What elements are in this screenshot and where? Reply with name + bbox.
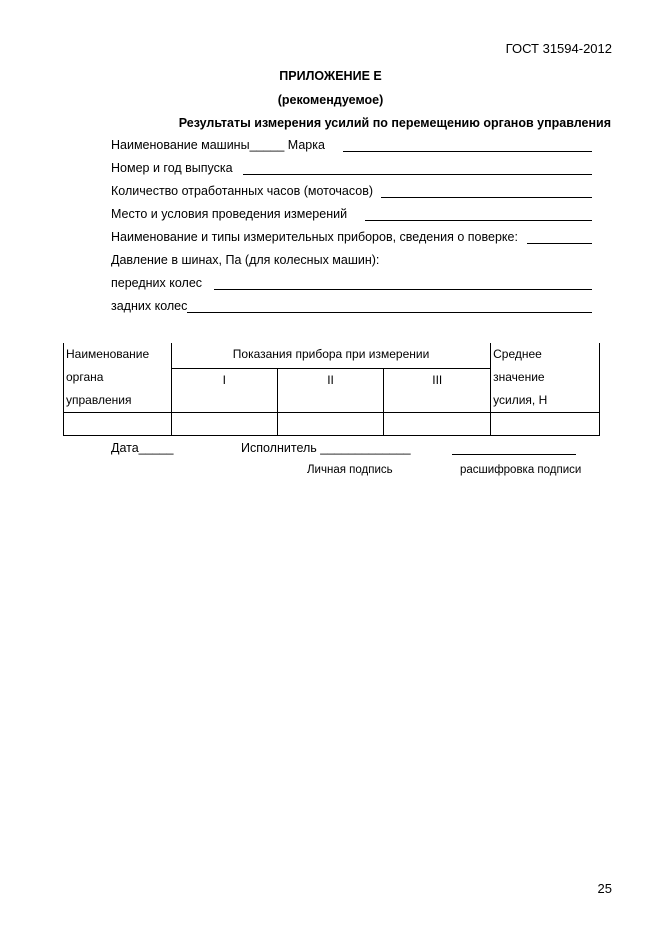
date-field: Дата_____ — [111, 441, 174, 455]
blank-line — [365, 208, 592, 221]
table-cell — [277, 413, 384, 436]
personal-signature-caption: Личная подпись — [307, 464, 393, 476]
field-label: передних колес — [111, 276, 203, 290]
appendix-subtitle: (рекомендуемое) — [277, 93, 384, 107]
executor-field: Исполнитель _____________ — [241, 441, 411, 455]
field-pressure — [111, 251, 592, 267]
field-label: Давление в шинах, Па (для колесных машин): — [111, 253, 380, 267]
standard-number: ГОСТ 31594-2012 — [505, 41, 612, 56]
appendix-heading: Результаты измерения усилий по перемещению органов управления — [178, 116, 611, 130]
field-place — [111, 205, 592, 221]
col-label-line: значение — [493, 370, 545, 384]
field-label: Место и условия проведения измерений — [111, 207, 348, 221]
blank-line — [381, 185, 592, 198]
blank-line — [187, 300, 592, 313]
table-header-readings: Показания прибора при измерении — [171, 343, 490, 369]
decoding-line — [452, 454, 576, 455]
table-cell — [384, 413, 491, 436]
blank-line — [214, 277, 592, 290]
field-front-wheels — [111, 274, 592, 290]
field-machine-name — [111, 136, 592, 152]
table-cell — [64, 413, 172, 436]
signature-decoding-caption: расшифровка подписи — [460, 464, 582, 476]
blank-line — [343, 139, 592, 152]
col-label-line: органа — [66, 370, 104, 384]
table-header-reading-3: III — [384, 369, 491, 413]
table-header-reading-1: I — [171, 369, 277, 413]
field-label: задних колес — [111, 299, 188, 313]
field-hours — [111, 182, 592, 198]
table-cell — [171, 413, 277, 436]
table-row — [64, 413, 600, 436]
blank-line — [527, 231, 592, 244]
field-label: Наименование машины_____ Марка — [111, 138, 325, 152]
field-instruments — [111, 228, 592, 244]
col-label-line: усилия, Н — [493, 393, 548, 407]
blank-line — [243, 162, 592, 175]
table-cell-control — [64, 343, 172, 413]
field-label: Наименование и типы измерительных приборов, сведения о поверке: — [111, 230, 518, 244]
field-label: Номер и год выпуска — [111, 161, 233, 175]
results-table — [63, 343, 600, 436]
field-number-year — [111, 159, 592, 175]
field-rear-wheels — [111, 297, 592, 313]
col-label-line: управления — [66, 393, 132, 407]
field-label: Количество отработанных часов (моточасов) — [111, 184, 374, 198]
table-cell-average — [491, 343, 600, 413]
table-cell — [491, 413, 600, 436]
col-label-line: Наименование — [66, 347, 150, 361]
col-label-line: Среднее — [493, 347, 542, 361]
page-number: 25 — [597, 881, 612, 896]
appendix-title: ПРИЛОЖЕНИЕ Е — [279, 69, 382, 83]
table-header-reading-2: II — [277, 369, 384, 413]
